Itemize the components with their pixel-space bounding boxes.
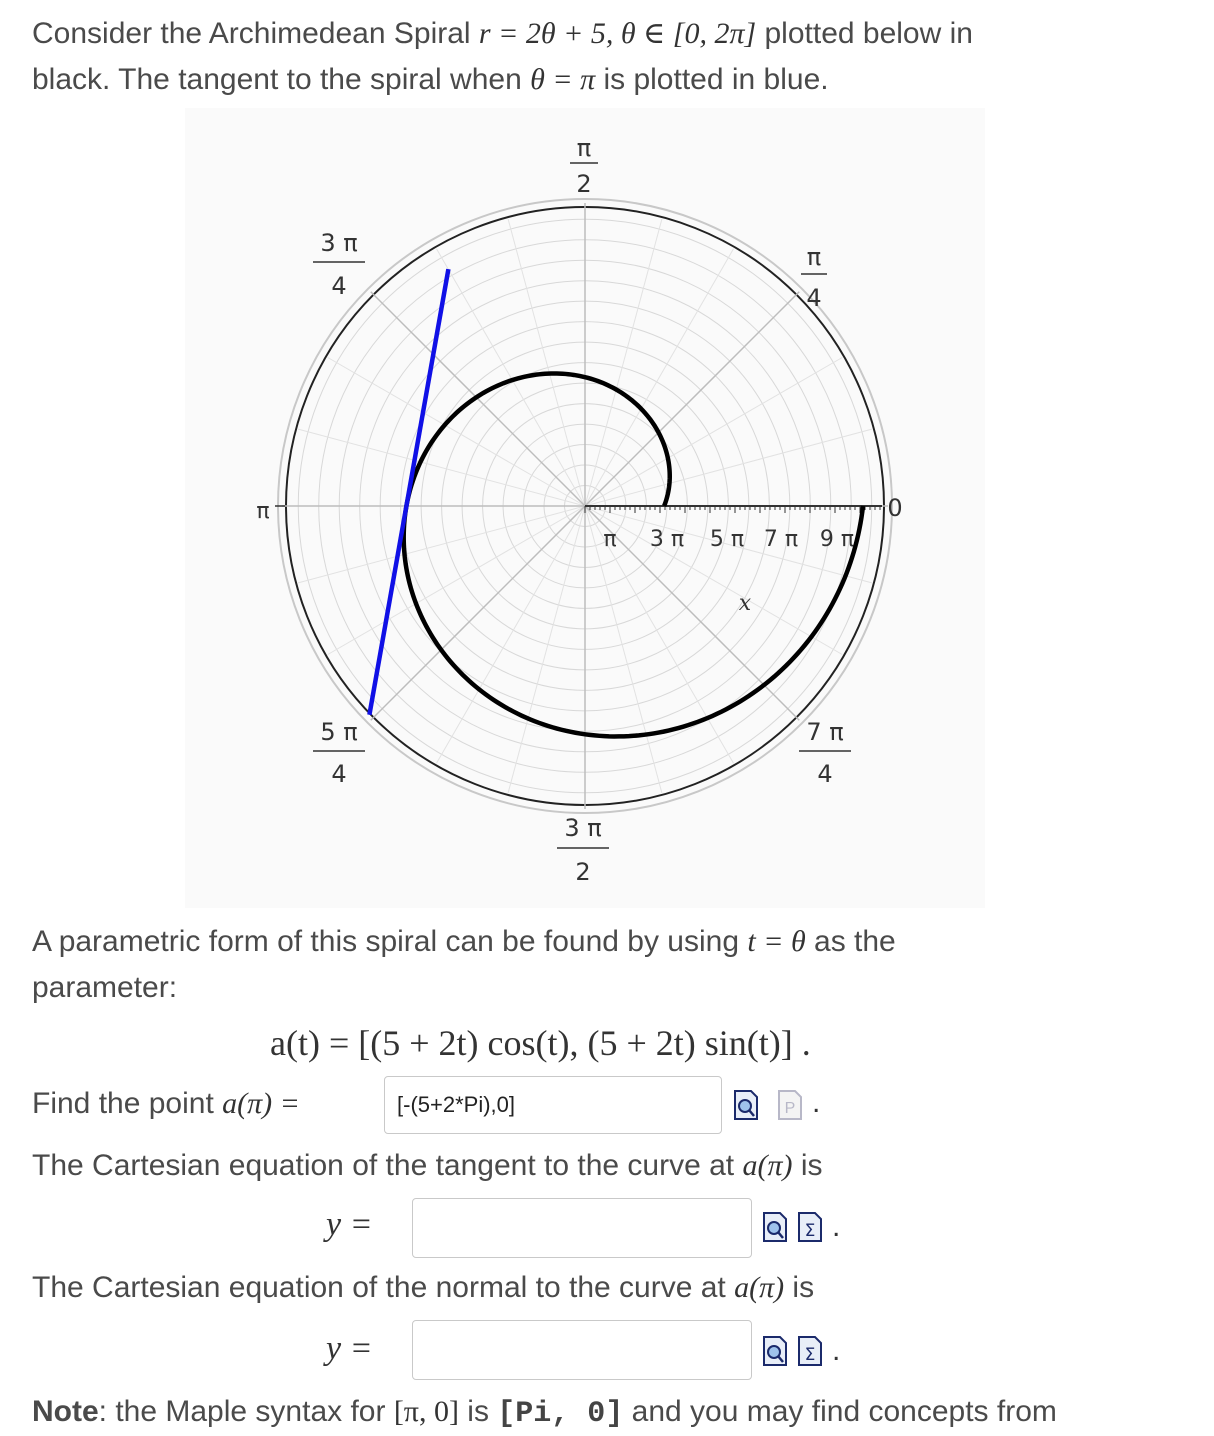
parametric-line-2: parameter: — [32, 971, 178, 1004]
svg-text:4: 4 — [331, 272, 347, 300]
svg-text:7 π: 7 π — [806, 718, 844, 746]
radial-tick-label: 5 π — [709, 527, 745, 552]
intro-line-1: Consider the Archimedean Spiral r = 2θ + 5, θ ∈ [0, 2π] plotted below in — [32, 17, 973, 50]
svg-text:P: P — [784, 1100, 796, 1117]
point-answer-input[interactable]: [-(5+2*Pi),0] — [384, 1076, 722, 1134]
radial-tick-label: 3 π — [649, 527, 685, 552]
tangent-lhs: y = — [326, 1206, 373, 1243]
axis-label-x: x — [738, 591, 752, 616]
svg-text:2: 2 — [576, 170, 592, 198]
svg-text:Σ: Σ — [804, 1345, 816, 1365]
note-line: Note: the Maple syntax for [π, 0] is [Pi, 0] and you may find concepts from — [32, 1395, 1057, 1431]
normal-lhs: y = — [326, 1330, 373, 1367]
svg-text:π: π — [576, 134, 592, 162]
q2-period: . — [832, 1210, 841, 1243]
radial-tick-label: π — [603, 527, 617, 552]
spiral-equation: r = 2θ + 5, θ ∈ [0, 2π] — [478, 17, 757, 50]
tangent-answer-input[interactable] — [412, 1198, 752, 1258]
maple-p-icon[interactable] — [777, 1090, 803, 1120]
parametric-formula: a(t) = [(5 + 2t) cos(t), (5 + 2t) sin(t)] . — [270, 1023, 811, 1063]
svg-text:3 π: 3 π — [320, 229, 358, 257]
svg-text:4: 4 — [806, 284, 822, 312]
polar-plot — [185, 108, 985, 908]
intro-line-2: black. The tangent to the spiral when θ = π is plotted in blue. — [32, 63, 829, 96]
svg-text:0: 0 — [887, 494, 903, 522]
svg-text:5 π: 5 π — [320, 718, 358, 746]
q1-prompt: Find the point a(π) = — [32, 1087, 300, 1120]
svg-text:4: 4 — [331, 760, 347, 788]
svg-text:π: π — [256, 499, 270, 524]
preview-icon[interactable] — [762, 1336, 788, 1366]
radial-tick-label: 9 π — [819, 527, 855, 552]
svg-text:Σ: Σ — [804, 1221, 816, 1241]
q1-period: . — [812, 1086, 821, 1119]
q3-period: . — [832, 1334, 841, 1367]
angle-label-zero — [887, 494, 902, 522]
normal-answer-input[interactable] — [412, 1320, 752, 1380]
maple-code: [Pi, 0] — [497, 1397, 624, 1431]
preview-icon[interactable] — [762, 1212, 788, 1242]
svg-text:2: 2 — [575, 858, 591, 886]
equation-editor-icon[interactable] — [797, 1212, 823, 1242]
equation-editor-icon[interactable] — [797, 1336, 823, 1366]
svg-text:4: 4 — [817, 760, 833, 788]
radial-tick-label: 7 π — [763, 527, 799, 552]
q2-prompt: The Cartesian equation of the tangent to the curve at a(π) is — [32, 1149, 823, 1182]
svg-text:π: π — [806, 243, 822, 271]
svg-text:3 π: 3 π — [564, 814, 602, 842]
preview-icon[interactable] — [733, 1090, 759, 1120]
parametric-line-1: A parametric form of this spiral can be found by using t = θ as the — [32, 925, 896, 958]
q3-prompt: The Cartesian equation of the normal to the curve at a(π) is — [32, 1271, 815, 1304]
